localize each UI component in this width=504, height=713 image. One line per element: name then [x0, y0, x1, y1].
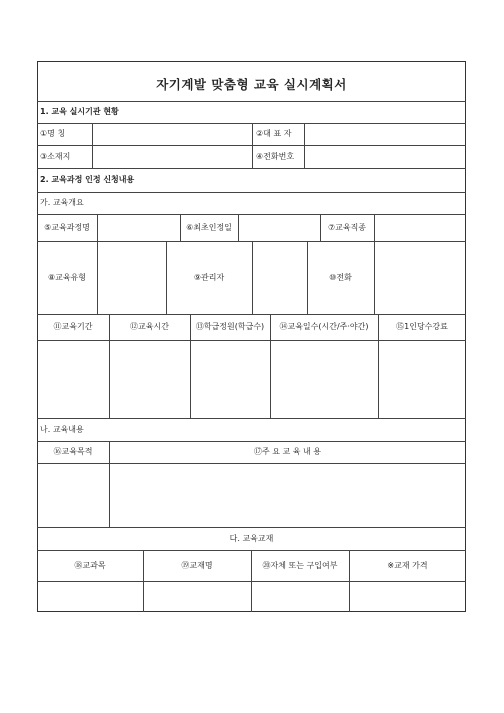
section1-heading: 1. 교육 실시기관 현황 [40, 107, 119, 116]
subsection-textbook: 다. 교육교재 [229, 534, 274, 543]
rule [37, 340, 466, 341]
form-title: 자기계발 맞춤형 교육 실시계획서 [156, 77, 347, 92]
rule [37, 463, 466, 464]
representative-label: ②대 표 자 [256, 129, 292, 138]
rule [92, 123, 93, 168]
own-or-buy-label: ⑳자체 또는 구입여부 [262, 561, 338, 570]
rule [304, 123, 305, 168]
rule [252, 241, 253, 314]
rule [37, 441, 466, 442]
price-label: ※교재 가격 [387, 561, 428, 570]
rule [37, 192, 466, 193]
rule [374, 241, 375, 314]
rule [349, 550, 350, 612]
fee-label: ⑮1인당수강료 [396, 322, 448, 331]
rule [143, 550, 144, 612]
main-content-label: ⑰주 요 교 육 내 용 [253, 447, 322, 456]
rule [374, 214, 375, 241]
subsection-overview: 가. 교육개요 [40, 198, 84, 207]
hours-label: ⑫교육시간 [130, 322, 169, 331]
edu-type-label: ⑧교육유형 [47, 273, 87, 282]
rule [251, 550, 252, 612]
capacity-label: ⑬학급정원(학급수) [195, 322, 265, 331]
rule [37, 418, 466, 419]
course-name-label: ⑤교육과정명 [44, 223, 90, 232]
rule [37, 214, 466, 215]
period-label: ⑪교육기간 [53, 322, 93, 331]
section2-heading: 2. 교육과정 인정 신청내용 [40, 175, 135, 184]
subject-label: ⑱교과목 [74, 561, 106, 570]
job-category-label: ⑦교육직종 [327, 223, 367, 232]
textbook-label: ⑲교재명 [181, 561, 213, 570]
address-label: ③소재지 [40, 152, 71, 161]
rule [37, 527, 466, 528]
rule [37, 101, 466, 102]
purpose-label: ⑯교육목적 [53, 447, 93, 456]
days-label: ⑭교육일수(시간/주·야간) [279, 322, 369, 331]
first-approval-label: ⑥최초인정일 [186, 223, 232, 232]
phone-label: ⑩전화 [329, 273, 352, 282]
rule [37, 314, 466, 315]
rule [37, 168, 466, 169]
subsection-content: 나. 교육내용 [40, 425, 84, 434]
name-label: ①명 칭 [40, 129, 66, 138]
rule [97, 214, 98, 314]
phone-number-label: ④전화번호 [256, 152, 295, 161]
rule [238, 214, 239, 241]
manager-label: ⑨관리자 [193, 273, 225, 282]
rule [252, 123, 253, 168]
